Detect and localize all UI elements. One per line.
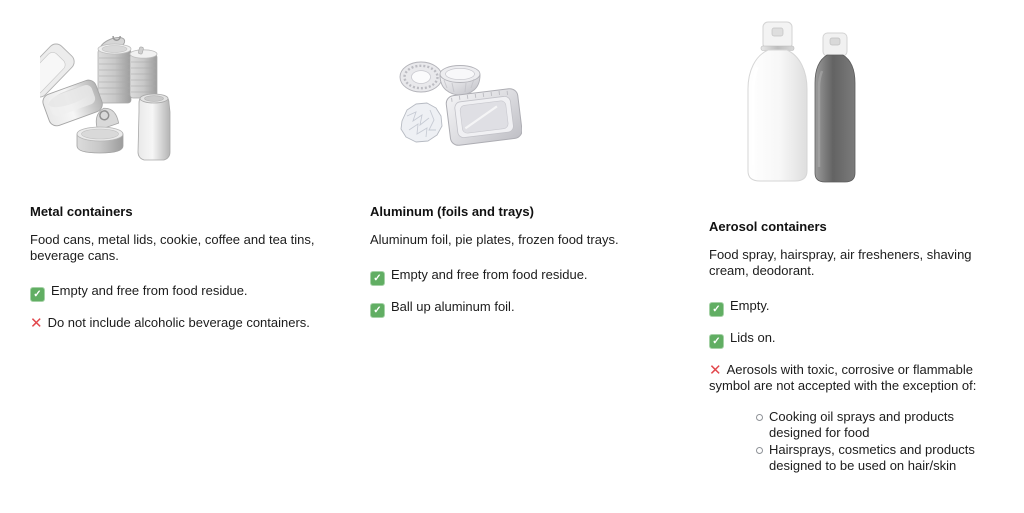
rule-metal-empty (30, 283, 326, 302)
section-title-aerosol: Aerosol containers (709, 219, 827, 234)
list-item (756, 442, 996, 474)
rule-text: Ball up aluminum foil. (391, 299, 515, 314)
cross-icon: ✕ (30, 315, 43, 332)
aluminum-foil-image (394, 58, 522, 148)
rule-text: Empty and free from food residue. (391, 267, 588, 282)
section-description-aerosol: Food spray, hairspray, air fresheners, shaving cream, deodorant. (709, 247, 972, 278)
cross-icon: ✕ (709, 362, 722, 379)
open-circle-bullet-icon (756, 447, 763, 454)
section-description-metal: Food cans, metal lids, cookie, coffee and tea tins, beverage cans. (30, 232, 315, 263)
aerosol-cans-image (747, 21, 857, 185)
aluminum-photo (370, 0, 670, 204)
rule-text: Lids on. (730, 330, 776, 345)
aerosol-containers-photo (709, 0, 996, 219)
section-title-aluminum: Aluminum (foils and trays) (370, 204, 534, 219)
rule-text: Empty. (730, 298, 770, 313)
open-circle-bullet-icon (756, 414, 763, 421)
rule-aerosol-lids-on (709, 330, 996, 349)
rule-text: Aerosols with toxic, corrosive or flammable symbol are not accepted with the exception of: (709, 362, 977, 393)
rule-aerosol-toxic-exception (709, 362, 996, 394)
checkmark-icon: ✓ (709, 334, 724, 349)
section-title-metal: Metal containers (30, 204, 133, 219)
checkmark-icon: ✓ (370, 271, 385, 286)
rule-aluminum-ball-up (370, 299, 670, 318)
checkmark-icon: ✓ (30, 287, 45, 302)
metal-containers-photo (30, 0, 326, 204)
rule-text: Do not include alcoholic beverage containers. (47, 315, 310, 330)
list-item (756, 409, 996, 441)
list-item-text: Cooking oil sprays and products designed for food (769, 409, 954, 440)
section-metal-containers (30, 0, 326, 344)
section-aerosol-containers (709, 0, 996, 475)
rule-aluminum-empty (370, 267, 670, 286)
metal-containers-image (40, 36, 174, 164)
rule-metal-no-alcohol (30, 315, 326, 331)
checkmark-icon: ✓ (370, 303, 385, 318)
checkmark-icon: ✓ (709, 302, 724, 317)
rule-text: Empty and free from food residue. (51, 283, 248, 298)
list-item-text: Hairsprays, cosmetics and products designed to be used on hair/skin (769, 442, 975, 473)
rule-aerosol-empty (709, 298, 996, 317)
section-aluminum (370, 0, 670, 331)
section-description-aluminum: Aluminum foil, pie plates, frozen food trays. (370, 232, 619, 247)
aerosol-exception-list (709, 409, 996, 474)
